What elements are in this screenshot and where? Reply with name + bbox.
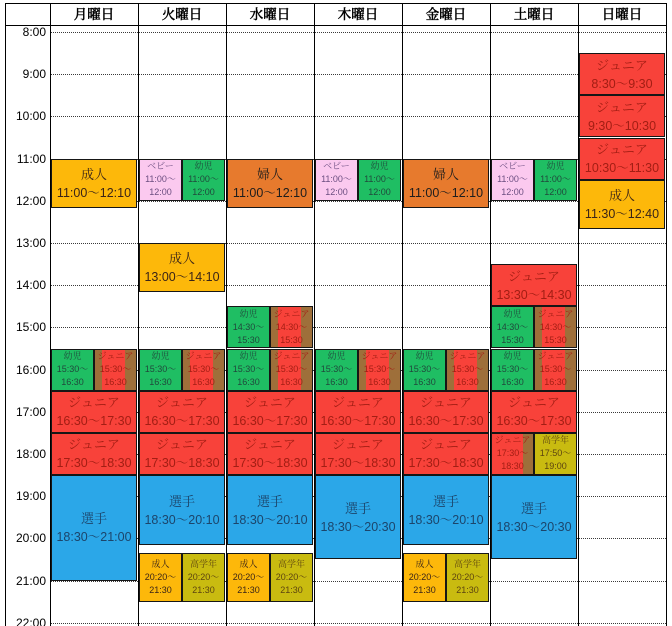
block-label: ジュニア — [420, 395, 472, 411]
block-time: 16:30 — [544, 377, 567, 388]
block-time: 11:00～ — [145, 174, 176, 185]
block-time: 16:30～17:30 — [144, 414, 220, 429]
hour-gridline — [50, 74, 666, 75]
block-label: 幼児 — [327, 351, 346, 362]
block-baby — [315, 159, 358, 201]
block-time: 14:30～ — [496, 321, 529, 332]
block-label: ジュニア — [508, 268, 560, 284]
block-time: 15:30～ — [232, 364, 265, 375]
header-separator-line — [5, 25, 666, 26]
time-label: 8:00 — [22, 25, 46, 39]
block-athlete — [315, 475, 401, 559]
table-top-border — [5, 3, 666, 4]
block-label: 幼児 — [194, 161, 213, 172]
block-time: 16:30 — [280, 377, 303, 388]
block-senior — [446, 553, 489, 602]
block-time: 15:30～ — [275, 364, 308, 375]
time-label: 19:00 — [15, 489, 46, 504]
block-time: 21:30 — [413, 584, 436, 595]
block-time: 18:30～20:10 — [408, 512, 484, 527]
block-athlete — [51, 475, 137, 581]
block-label: 高学年 — [189, 558, 217, 569]
block-time: 21:30 — [192, 584, 215, 595]
block-junior — [579, 53, 665, 95]
block-toddler — [227, 349, 270, 391]
block-junior — [315, 391, 401, 433]
block-time: 16:30 — [104, 377, 127, 388]
block-time: 21:30 — [280, 584, 303, 595]
block-athlete — [491, 475, 577, 559]
block-label: 幼児 — [503, 308, 522, 319]
block-toddler — [534, 159, 577, 201]
block-junior — [491, 391, 577, 433]
time-label: 15:00 — [15, 320, 46, 335]
block-time: 15:30～ — [320, 364, 353, 375]
block-time: 16:30 — [325, 377, 348, 388]
block-toddler — [315, 349, 358, 391]
block-label: ジュニア — [361, 351, 398, 362]
block-junior — [579, 138, 665, 180]
block-time: 20:20～ — [275, 571, 308, 582]
block-label: 成人 — [608, 187, 635, 203]
time-label: 11:00 — [16, 151, 46, 166]
block-label: 選手 — [432, 493, 459, 509]
block-junior — [270, 306, 313, 348]
block-athlete — [403, 475, 489, 545]
block-time: 20:20～ — [408, 571, 441, 582]
time-label: 16:00 — [15, 362, 46, 377]
time-label: 14:00 — [15, 278, 46, 293]
block-label: ジュニア — [420, 437, 472, 453]
block-label: ベビー — [499, 161, 526, 172]
block-time: 13:30～14:30 — [496, 287, 572, 302]
time-label: 9:00 — [22, 67, 46, 82]
block-baby — [491, 159, 534, 201]
block-time: 15:30～ — [56, 364, 89, 375]
block-time: 20:20～ — [451, 571, 484, 582]
block-label: 成人 — [415, 558, 434, 569]
block-time: 9:30～10:30 — [587, 118, 657, 133]
block-time: 11:00～ — [188, 174, 219, 185]
block-label: ジュニア — [449, 351, 486, 362]
block-time: 12:00 — [368, 187, 391, 198]
block-junior — [270, 349, 313, 391]
block-junior — [315, 433, 401, 475]
block-junior — [51, 391, 137, 433]
block-junior — [491, 264, 577, 306]
block-adult — [403, 553, 446, 602]
hour-gridline — [50, 623, 666, 624]
day-header-cell: 木曜日 — [337, 7, 379, 22]
block-adult — [579, 180, 665, 229]
block-time: 16:30 — [237, 377, 260, 388]
block-time: 15:30～ — [187, 364, 220, 375]
block-time: 15:30～ — [451, 364, 484, 375]
block-label: ジュニア — [508, 395, 560, 411]
block-time: 11:00～12:10 — [232, 185, 308, 200]
block-label: 成人 — [151, 558, 170, 569]
block-junior — [579, 95, 665, 137]
block-time: 15:30 — [544, 334, 567, 345]
block-label: ジュニア — [596, 99, 648, 115]
block-label: ジュニア — [156, 395, 208, 411]
block-label: ジュニア — [273, 351, 310, 362]
time-label: 18:00 — [15, 447, 46, 461]
block-athlete — [139, 475, 225, 545]
hour-gridline — [50, 201, 666, 202]
block-time: 21:30 — [237, 584, 260, 595]
block-adult — [51, 159, 137, 208]
block-label: ジュニア — [244, 437, 296, 453]
block-label: 婦人 — [256, 166, 283, 182]
block-label: 高学年 — [453, 558, 481, 569]
block-junior — [227, 391, 313, 433]
block-time: 16:30～17:30 — [56, 414, 132, 429]
block-time: 15:30 — [501, 334, 524, 345]
block-junior — [446, 349, 489, 391]
block-time: 16:30 — [456, 377, 479, 388]
block-toddler — [491, 306, 534, 348]
block-junior — [534, 306, 577, 348]
block-time: 19:00 — [544, 461, 567, 472]
time-label: 20:00 — [15, 531, 46, 546]
block-label: ジュニア — [68, 437, 120, 453]
block-adult — [139, 243, 225, 292]
block-label: 幼児 — [546, 161, 565, 172]
block-time: 11:00～ — [540, 174, 571, 185]
block-label: 選手 — [344, 500, 371, 516]
block-label: ジュニア — [273, 308, 310, 319]
block-time: 11:30～12:40 — [584, 206, 660, 221]
block-label: 選手 — [520, 500, 547, 516]
block-time: 12:00 — [192, 187, 215, 198]
block-label: ジュニア — [596, 57, 648, 73]
block-time: 20:20～ — [144, 571, 177, 582]
time-label: 22:00 — [15, 615, 46, 626]
block-label: ジュニア — [68, 395, 120, 411]
block-adult — [139, 553, 182, 602]
block-junior — [403, 391, 489, 433]
block-toddler — [491, 349, 534, 391]
block-label: 婦人 — [432, 166, 459, 182]
block-time: 15:30～ — [539, 364, 572, 375]
block-junior — [51, 433, 137, 475]
block-senior — [534, 433, 577, 475]
block-junior — [358, 349, 401, 391]
block-senior — [270, 553, 313, 602]
block-time: 18:30～21:00 — [56, 530, 132, 545]
block-time: 16:30 — [368, 377, 391, 388]
block-label: ジュニア — [537, 308, 574, 319]
time-label: 21:00 — [15, 573, 46, 588]
block-adult — [227, 553, 270, 602]
block-label: 幼児 — [415, 351, 434, 362]
block-time: 15:30 — [237, 334, 260, 345]
block-time: 12:00 — [544, 187, 567, 198]
block-label: ジュニア — [494, 435, 531, 446]
block-time: 18:30～20:30 — [496, 519, 572, 534]
block-label: ジュニア — [156, 437, 208, 453]
block-time: 15:30～ — [99, 364, 132, 375]
block-time: 17:30～18:30 — [320, 456, 396, 471]
block-time: 16:30 — [413, 377, 436, 388]
block-baby — [139, 159, 182, 201]
block-label: 選手 — [168, 493, 195, 509]
block-label: 幼児 — [239, 308, 258, 319]
block-junior — [139, 391, 225, 433]
block-junior — [139, 433, 225, 475]
block-time: 11:00～12:10 — [408, 185, 484, 200]
block-time: 15:30～ — [408, 364, 441, 375]
day-header-cell: 日曜日 — [601, 7, 643, 22]
block-time: 15:30～ — [144, 364, 177, 375]
time-label: 12:00 — [15, 193, 46, 208]
block-time: 17:30～18:30 — [56, 456, 132, 471]
block-label: 選手 — [80, 511, 107, 527]
block-label: 幼児 — [151, 351, 170, 362]
block-label: ジュニア — [596, 142, 648, 158]
block-junior — [403, 433, 489, 475]
block-time: 17:30～ — [496, 448, 529, 459]
day-header-cell: 水曜日 — [249, 7, 291, 22]
block-label: ジュニア — [537, 351, 574, 362]
block-time: 21:30 — [149, 584, 172, 595]
day-header-cell: 月曜日 — [73, 7, 115, 22]
block-junior — [534, 349, 577, 391]
block-label: 選手 — [256, 493, 283, 509]
block-time: 18:30 — [501, 461, 524, 472]
block-label: 高学年 — [541, 435, 569, 446]
block-time: 12:00 — [501, 187, 524, 198]
block-time: 13:00～14:10 — [144, 270, 220, 285]
block-time: 17:30～18:30 — [144, 456, 220, 471]
time-label: 17:00 — [15, 404, 46, 419]
block-time: 14:30～ — [539, 321, 572, 332]
block-time: 11:00～ — [321, 174, 352, 185]
block-junior — [227, 433, 313, 475]
block-time: 18:30～20:30 — [320, 519, 396, 534]
block-junior — [94, 349, 137, 391]
block-time: 11:00～ — [364, 174, 395, 185]
hour-gridline — [50, 116, 666, 117]
block-label: ベビー — [323, 161, 350, 172]
block-time: 16:30～17:30 — [408, 414, 484, 429]
block-time: 12:00 — [149, 187, 172, 198]
hour-gridline — [50, 32, 666, 33]
block-time: 14:30～ — [232, 321, 265, 332]
block-time: 21:30 — [456, 584, 479, 595]
block-junior — [182, 349, 225, 391]
block-time: 16:30 — [149, 377, 172, 388]
block-time: 15:30 — [280, 334, 303, 345]
time-label: 13:00 — [15, 236, 46, 250]
block-label: 幼児 — [239, 351, 258, 362]
column-border-line — [666, 3, 667, 626]
block-label: 成人 — [168, 251, 195, 267]
column-border-line — [5, 3, 6, 626]
block-time: 17:30～18:30 — [232, 456, 308, 471]
block-time: 12:00 — [325, 187, 348, 198]
block-time: 20:20～ — [187, 571, 220, 582]
block-label: 幼児 — [503, 351, 522, 362]
block-label: ジュニア — [185, 351, 222, 362]
block-time: 20:20～ — [232, 571, 265, 582]
block-time: 10:30～11:30 — [584, 161, 660, 176]
block-women — [227, 159, 313, 208]
block-time: 16:30～17:30 — [496, 414, 572, 429]
block-time: 15:30～ — [363, 364, 396, 375]
block-time: 14:30～ — [275, 321, 308, 332]
block-label: ジュニア — [244, 395, 296, 411]
block-time: 15:30～ — [496, 364, 529, 375]
block-time: 18:30～20:10 — [232, 512, 308, 527]
block-label: 幼児 — [370, 161, 389, 172]
block-senior — [182, 553, 225, 602]
block-time: 16:30～17:30 — [320, 414, 396, 429]
block-label: ジュニア — [97, 351, 134, 362]
block-time: 16:30 — [61, 377, 84, 388]
day-header-cell: 火曜日 — [161, 7, 203, 22]
block-label: 高学年 — [277, 558, 305, 569]
block-time: 8:30～9:30 — [591, 76, 653, 91]
block-time: 17:50～ — [539, 448, 572, 459]
block-time: 17:30～18:30 — [408, 456, 484, 471]
block-label: 幼児 — [63, 351, 82, 362]
block-toddler — [403, 349, 446, 391]
block-label: 成人 — [80, 166, 107, 182]
block-label: ジュニア — [332, 395, 384, 411]
block-toddler — [358, 159, 401, 201]
block-time: 16:30～17:30 — [232, 414, 308, 429]
day-header-cell: 金曜日 — [425, 7, 467, 22]
day-header-cell: 土曜日 — [513, 7, 555, 22]
block-label: 成人 — [239, 558, 258, 569]
block-junior — [491, 433, 534, 475]
block-toddler — [182, 159, 225, 201]
block-toddler — [139, 349, 182, 391]
block-time: 16:30 — [501, 377, 524, 388]
block-women — [403, 159, 489, 208]
block-time: 18:30～20:10 — [144, 512, 220, 527]
block-athlete — [227, 475, 313, 545]
block-time: 11:00～12:10 — [56, 185, 132, 200]
block-time: 11:00～ — [497, 174, 528, 185]
block-toddler — [51, 349, 94, 391]
block-toddler — [227, 306, 270, 348]
block-label: ジュニア — [332, 437, 384, 453]
time-label: 10:00 — [15, 109, 46, 124]
block-label: ベビー — [147, 161, 174, 172]
block-time: 16:30 — [192, 377, 215, 388]
